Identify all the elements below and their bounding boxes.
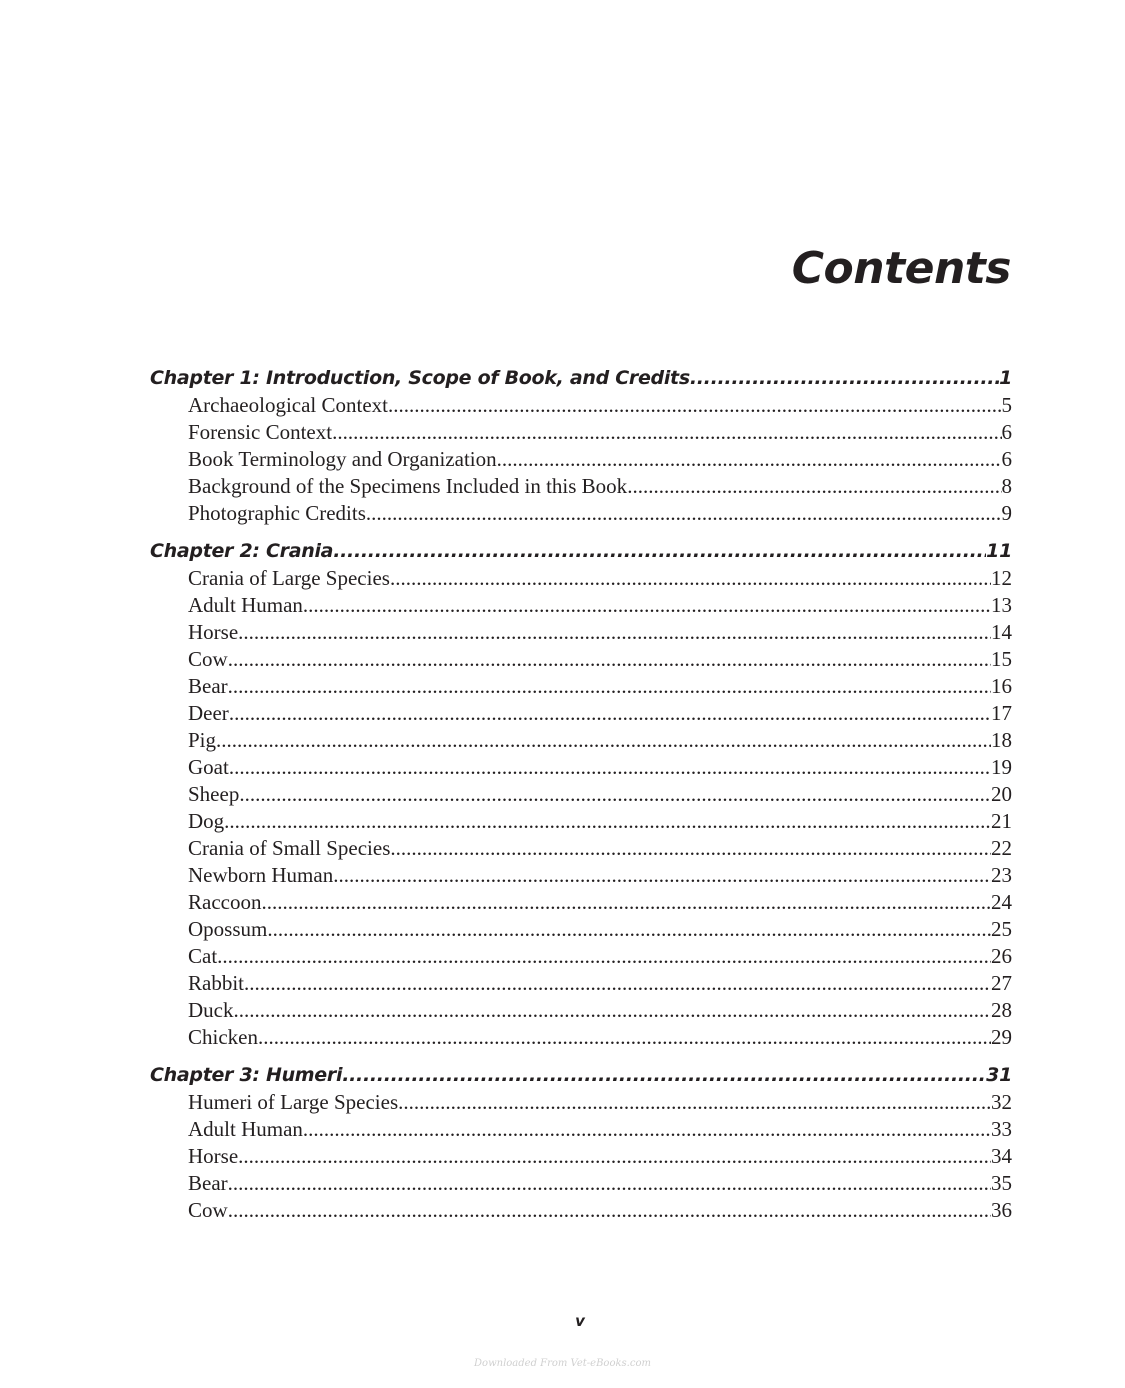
entry-page-number: 6 [1001, 447, 1012, 471]
dot-leader [267, 916, 991, 943]
entry-page-number: 15 [991, 647, 1012, 671]
entry-page-number: 13 [991, 593, 1012, 617]
entry-title: Raccoon [188, 890, 262, 914]
entry-page-number: 22 [991, 836, 1012, 860]
toc-chapter [150, 364, 1012, 527]
entry-title: Background of the Specimens Included in this Book [188, 474, 628, 498]
entry-title: Sheep [188, 782, 240, 806]
entry-title: Bear [188, 674, 228, 698]
entry-title: Photographic Credits [188, 501, 366, 525]
entry-title: Rabbit [188, 971, 244, 995]
entry-title: Cat [188, 944, 218, 968]
dot-leader [261, 889, 991, 916]
dot-leader [228, 673, 991, 700]
entry-title: Book Terminology and Organization [188, 447, 497, 471]
entry-page-number: 35 [991, 1171, 1012, 1195]
dot-leader [332, 419, 1001, 446]
entry-title: Forensic Context [188, 420, 333, 444]
dot-leader [398, 1089, 991, 1116]
dot-leader [234, 997, 992, 1024]
dot-leader [239, 781, 991, 808]
entry-page-number: 6 [1001, 420, 1012, 444]
dot-leader [228, 1197, 991, 1224]
entry-page-number: 28 [991, 998, 1012, 1022]
entry-title: Crania of Small Species [188, 836, 391, 860]
dot-leader [342, 1061, 986, 1089]
dot-leader [216, 727, 991, 754]
dot-leader [497, 446, 1002, 473]
toc-entry[interactable] [150, 1089, 1012, 1116]
entry-page-number: 32 [991, 1090, 1012, 1114]
toc-entry[interactable] [150, 446, 1012, 473]
toc-entry[interactable] [150, 565, 1012, 592]
dot-leader [258, 1024, 991, 1051]
entry-page-number: 21 [991, 809, 1012, 833]
toc-entry[interactable] [150, 943, 1012, 970]
entry-page-number: 36 [991, 1198, 1012, 1222]
toc-entry[interactable] [150, 781, 1012, 808]
table-of-contents [150, 364, 1012, 1234]
entry-title: Adult Human [188, 1117, 303, 1141]
entry-page-number: 9 [1001, 501, 1012, 525]
dot-leader [390, 835, 991, 862]
dot-leader [217, 943, 991, 970]
entry-page-number: 18 [991, 728, 1012, 752]
toc-entry[interactable] [150, 473, 1012, 500]
entry-title: Newborn Human [188, 863, 334, 887]
chapter-title: Chapter 1: Introduction, Scope of Book, and Credits [150, 367, 690, 389]
entry-title: Chicken [188, 1025, 258, 1049]
entry-title: Adult Human [188, 593, 303, 617]
toc-entry[interactable] [150, 889, 1012, 916]
dot-leader [333, 537, 986, 565]
dot-leader [228, 1170, 991, 1197]
toc-entry[interactable] [150, 1024, 1012, 1051]
toc-entry[interactable] [150, 1143, 1012, 1170]
entry-title: Goat [188, 755, 229, 779]
entry-title: Bear [188, 1171, 228, 1195]
dot-leader [224, 808, 991, 835]
entry-title: Horse [188, 1144, 239, 1168]
toc-entry[interactable] [150, 500, 1012, 527]
entry-page-number: 24 [991, 890, 1012, 914]
entry-title: Cow [188, 647, 228, 671]
entry-page-number: 17 [991, 701, 1012, 725]
dot-leader [228, 646, 991, 673]
dot-leader [390, 565, 991, 592]
entry-title: Dog [188, 809, 225, 833]
chapter-heading[interactable] [150, 1061, 1012, 1089]
entry-title: Crania of Large Species [188, 566, 390, 590]
toc-entry[interactable] [150, 862, 1012, 889]
dot-leader [229, 700, 991, 727]
toc-entry[interactable] [150, 835, 1012, 862]
entry-page-number: 27 [991, 971, 1012, 995]
toc-entry[interactable] [150, 700, 1012, 727]
toc-entry[interactable] [150, 392, 1012, 419]
entry-title: Horse [188, 620, 239, 644]
toc-entry[interactable] [150, 916, 1012, 943]
dot-leader [388, 392, 1001, 419]
toc-entry[interactable] [150, 673, 1012, 700]
chapter-heading[interactable] [150, 537, 1012, 565]
entry-page-number: 34 [991, 1144, 1012, 1168]
entry-page-number: 26 [991, 944, 1012, 968]
entry-page-number: 5 [1001, 393, 1012, 417]
chapter-title: Chapter 3: Humeri [150, 1064, 343, 1086]
toc-entry[interactable] [150, 727, 1012, 754]
entry-page-number: 33 [991, 1117, 1012, 1141]
dot-leader [303, 592, 991, 619]
entry-title: Humeri of Large Species [188, 1090, 399, 1114]
entry-title: Duck [188, 998, 234, 1022]
dot-leader [238, 1143, 991, 1170]
entry-page-number: 20 [991, 782, 1012, 806]
dot-leader [238, 619, 991, 646]
entry-title: Deer [188, 701, 229, 725]
chapter-page-number: 31 [986, 1064, 1012, 1086]
entry-page-number: 19 [991, 755, 1012, 779]
entry-title: Cow [188, 1198, 228, 1222]
entry-title: Pig [188, 728, 217, 752]
entry-page-number: 12 [991, 566, 1012, 590]
chapter-title: Chapter 2: Crania [150, 540, 334, 562]
toc-entry[interactable] [150, 1197, 1012, 1224]
entry-page-number: 14 [991, 620, 1012, 644]
entry-page-number: 16 [991, 674, 1012, 698]
dot-leader [229, 754, 991, 781]
dot-leader [303, 1116, 991, 1143]
page-title: Contents [791, 243, 1011, 294]
toc-chapter [150, 1061, 1012, 1224]
toc-entry[interactable] [150, 1170, 1012, 1197]
toc-entry[interactable] [150, 1116, 1012, 1143]
entry-page-number: 23 [991, 863, 1012, 887]
chapter-page-number: 1 [999, 367, 1012, 389]
toc-entry[interactable] [150, 970, 1012, 997]
chapter-page-number: 11 [986, 540, 1012, 562]
toc-entry[interactable] [150, 754, 1012, 781]
chapter-heading[interactable] [150, 364, 1012, 392]
entry-page-number: 25 [991, 917, 1012, 941]
toc-entry[interactable] [150, 619, 1012, 646]
entry-title: Opossum [188, 917, 268, 941]
toc-entry[interactable] [150, 419, 1012, 446]
toc-chapter [150, 537, 1012, 1051]
toc-entry[interactable] [150, 808, 1012, 835]
toc-entry[interactable] [150, 997, 1012, 1024]
dot-leader [627, 473, 1001, 500]
entry-title: Archaeological Context [188, 393, 389, 417]
entry-page-number: 29 [991, 1025, 1012, 1049]
dot-leader [244, 970, 991, 997]
toc-entry[interactable] [150, 592, 1012, 619]
dot-leader [333, 862, 991, 889]
page-number: v [575, 1312, 585, 1330]
toc-entry[interactable] [150, 646, 1012, 673]
entry-page-number: 8 [1001, 474, 1012, 498]
dot-leader [366, 500, 1002, 527]
watermark: Downloaded From Vet-eBooks.com [474, 1358, 651, 1369]
dot-leader [690, 364, 999, 392]
